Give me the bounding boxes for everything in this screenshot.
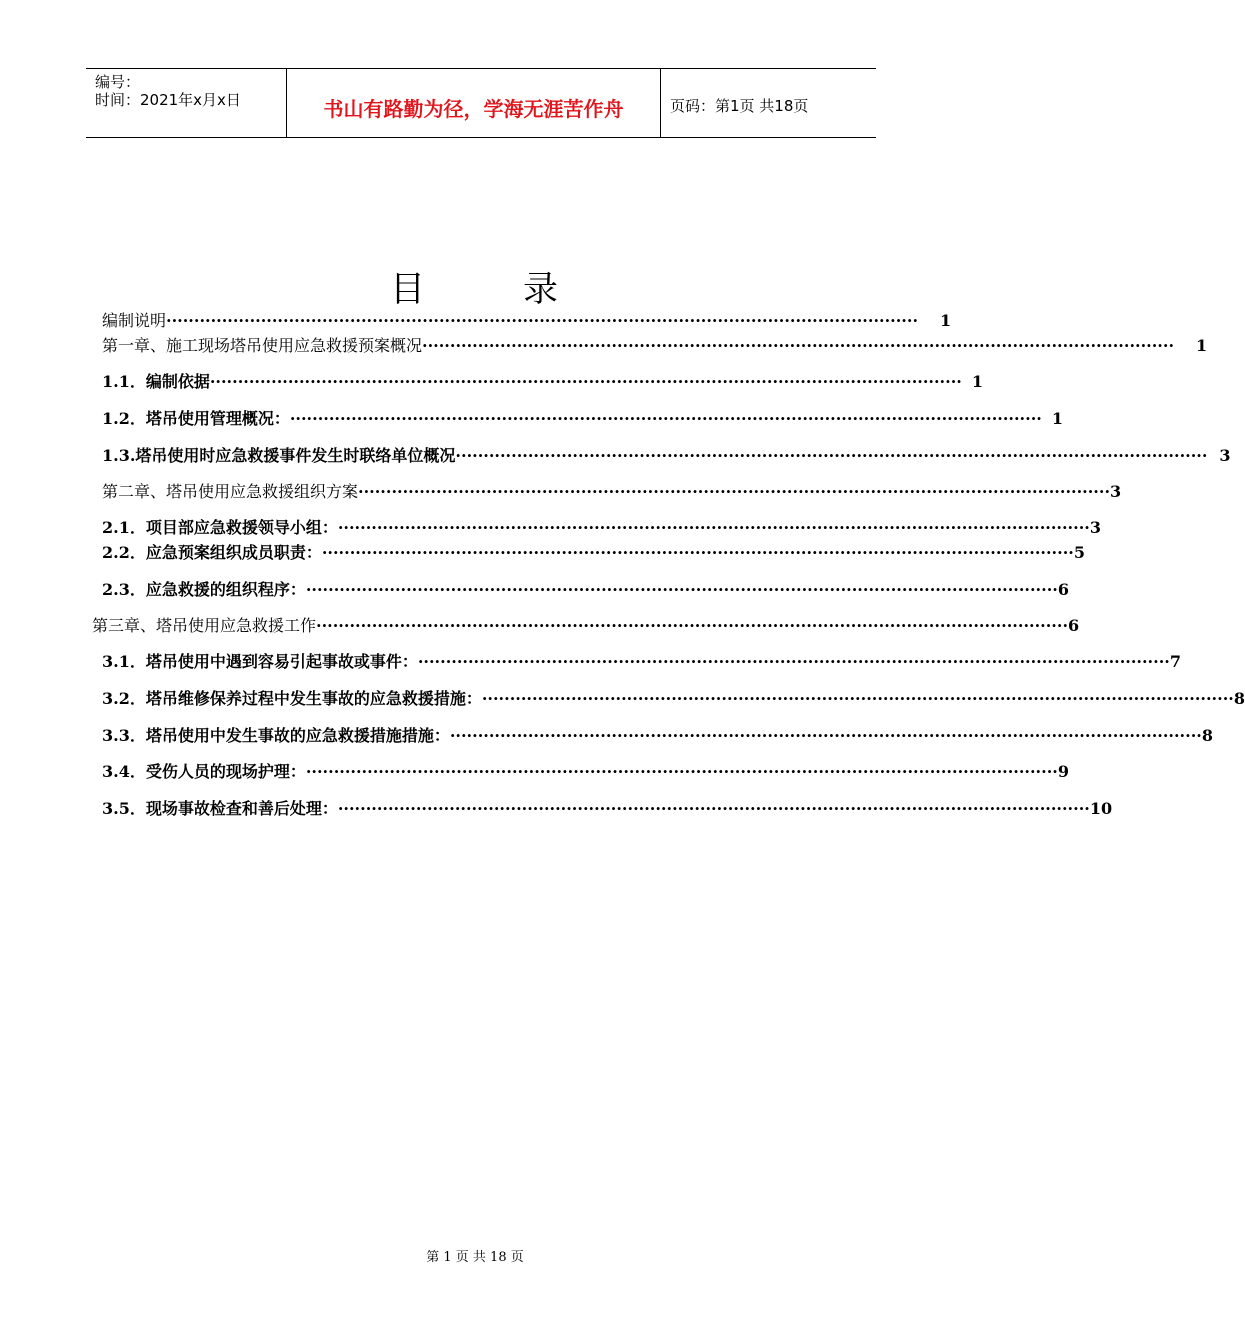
toc-leader-dots: ······································································································································· bbox=[209, 372, 962, 391]
toc-entry-page: 3 bbox=[1110, 482, 1122, 501]
toc-entry-page: 8 bbox=[1233, 689, 1245, 708]
toc-entry[interactable] bbox=[102, 409, 1063, 429]
toc-entry-page: 10 bbox=[1089, 799, 1113, 818]
toc-entry-label: 1.2．塔吊使用管理概况： bbox=[102, 409, 290, 428]
toc-leader-dots: ······································································································································· bbox=[316, 616, 1069, 635]
page-info: 页码：第1页 共18页 bbox=[670, 97, 809, 115]
toc-entry-page: 6 bbox=[1057, 580, 1069, 599]
page-footer: 第 1 页 共 18 页 bbox=[426, 1250, 524, 1265]
toc-entry-label: 3.5．现场事故检查和善后处理： bbox=[102, 799, 338, 818]
toc-entry-page: 1 bbox=[940, 311, 952, 330]
date-label: 时间：2021年x月x日 bbox=[95, 91, 241, 109]
toc-title-right: 录 bbox=[523, 270, 561, 310]
toc-entry[interactable] bbox=[102, 726, 1213, 746]
toc-entry-label: 1.3.塔吊使用时应急救援事件发生时联络单位概况 bbox=[102, 446, 456, 465]
toc-entry-label: 2.1．项目部应急救援领导小组： bbox=[102, 518, 338, 537]
document-header bbox=[86, 68, 876, 138]
toc-entry-label: 3.4．受伤人员的现场护理： bbox=[102, 762, 306, 781]
toc-entry[interactable] bbox=[102, 482, 1122, 502]
toc-leader-dots: ······································································································································· bbox=[337, 799, 1090, 818]
toc-entry-label: 第二章、塔吊使用应急救援组织方案 bbox=[102, 482, 359, 501]
toc-entry-label: 2.2．应急预案组织成员职责： bbox=[102, 543, 322, 562]
toc-entry-page: 6 bbox=[1068, 616, 1080, 635]
toc-leader-dots: ······································································································································· bbox=[449, 726, 1202, 745]
toc-entry-page: 8 bbox=[1201, 726, 1213, 745]
toc-entry-label: 2.3．应急救援的组织程序： bbox=[102, 580, 306, 599]
toc-entry[interactable] bbox=[102, 580, 1069, 600]
toc-entry[interactable] bbox=[102, 311, 952, 331]
toc-entry[interactable] bbox=[102, 762, 1069, 782]
toc-leader-dots: ······································································································································· bbox=[166, 311, 919, 330]
toc-entry-page: 1 bbox=[971, 372, 983, 391]
toc-leader-dots: ······································································································································· bbox=[358, 482, 1111, 501]
header-motto-cell bbox=[287, 69, 661, 137]
toc-entry-page: 3 bbox=[1219, 446, 1231, 465]
toc-leader-dots: ······································································································································· bbox=[417, 652, 1170, 671]
toc-entry-label: 第三章、塔吊使用应急救援工作 bbox=[92, 616, 317, 635]
toc-title bbox=[0, 262, 950, 312]
toc-leader-dots: ······································································································································· bbox=[455, 446, 1208, 465]
toc-leader-dots: ······································································································································· bbox=[321, 543, 1074, 562]
header-meta-cell bbox=[86, 69, 287, 137]
toc-entry-label: 3.3．塔吊使用中发生事故的应急救援措施措施： bbox=[102, 726, 450, 745]
toc-entry[interactable] bbox=[102, 652, 1181, 672]
toc-entry-page: 1 bbox=[1196, 336, 1208, 355]
toc-entry-label: 3.1．塔吊使用中遇到容易引起事故或事件： bbox=[102, 652, 418, 671]
toc-leader-dots: ······································································································································· bbox=[337, 518, 1090, 537]
toc-entry[interactable] bbox=[102, 446, 1231, 466]
toc-leader-dots: ······································································································································· bbox=[422, 336, 1175, 355]
toc-entry[interactable] bbox=[102, 689, 1245, 709]
toc-entry[interactable] bbox=[102, 518, 1101, 538]
toc-entry-label: 第一章、施工现场塔吊使用应急救援预案概况 bbox=[102, 336, 423, 355]
toc-title-left: 目 bbox=[389, 270, 427, 310]
toc-entry[interactable] bbox=[102, 543, 1085, 563]
toc-entry-label: 编制说明 bbox=[102, 311, 167, 330]
toc-entry[interactable] bbox=[102, 336, 1208, 356]
toc-leader-dots: ······································································································································· bbox=[305, 762, 1058, 781]
toc-entry[interactable] bbox=[92, 616, 1080, 636]
toc-entry-page: 3 bbox=[1089, 518, 1101, 537]
toc-entry-label: 3.2．塔吊维修保养过程中发生事故的应急救援措施： bbox=[102, 689, 482, 708]
toc-leader-dots: ······································································································································· bbox=[481, 689, 1234, 708]
header-page-cell bbox=[661, 69, 876, 137]
toc-entry[interactable] bbox=[102, 799, 1113, 819]
toc-entry-label: 1.1．编制依据 bbox=[102, 372, 210, 391]
toc-entry-page: 9 bbox=[1057, 762, 1069, 781]
toc-entry-page: 1 bbox=[1051, 409, 1063, 428]
toc-entry[interactable] bbox=[102, 372, 983, 392]
toc-entry-page: 5 bbox=[1073, 543, 1085, 562]
toc-leader-dots: ······································································································································· bbox=[305, 580, 1058, 599]
toc-leader-dots: ······································································································································· bbox=[289, 409, 1042, 428]
toc-entry-page: 7 bbox=[1169, 652, 1181, 671]
motto-text: 书山有路勤为径，学海无涯苦作舟 bbox=[323, 97, 624, 121]
serial-number-label: 编号： bbox=[95, 73, 141, 91]
